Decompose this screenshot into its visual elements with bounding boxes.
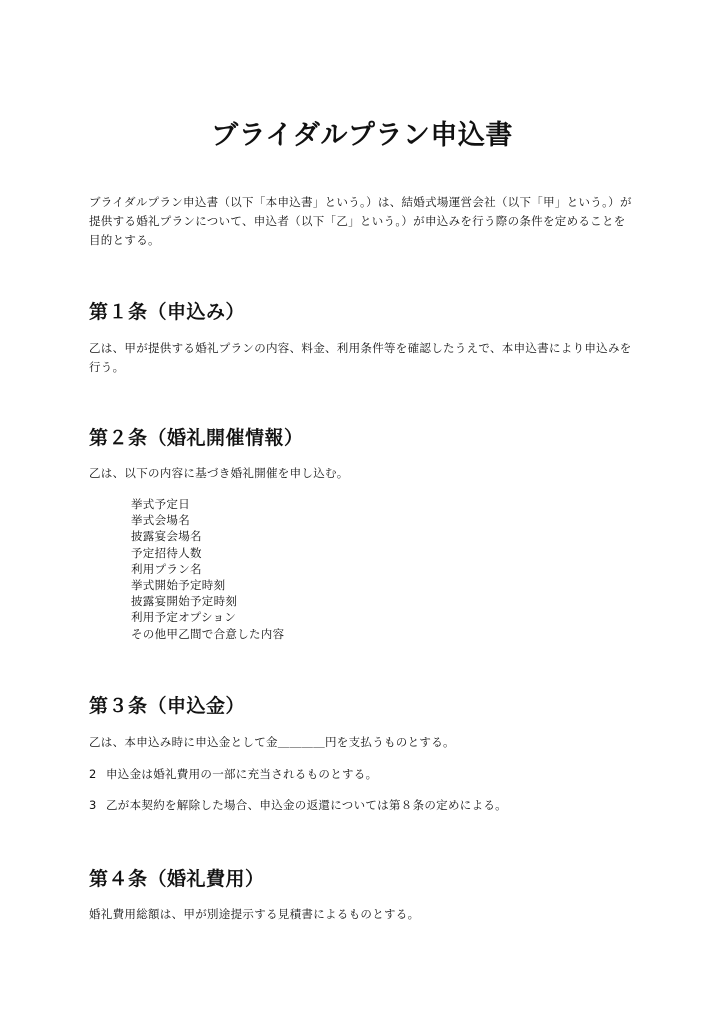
list-item: 挙式開始予定時刻 bbox=[131, 578, 226, 593]
article-4-heading: 第４条（婚礼費用） bbox=[89, 868, 265, 890]
list-item: 予定招待人数 bbox=[131, 545, 202, 560]
list-item: 利用予定オプション bbox=[131, 610, 237, 625]
clause-text: 申込金は婚礼費用の一部に充当されるものとする。 bbox=[106, 767, 378, 781]
article-2-paragraph: 乙は、以下の内容に基づき婚礼開催を申し込む。 bbox=[89, 466, 349, 480]
clause-text: 乙が本契約を解除した場合、申込金の返還については第８条の定めによる。 bbox=[106, 798, 507, 812]
list-item: 挙式会場名 bbox=[131, 513, 190, 528]
article-3-clause-3 bbox=[89, 796, 637, 815]
event-info-list bbox=[131, 496, 284, 642]
list-item: 挙式予定日 bbox=[131, 497, 190, 511]
article-2-heading: 第２条（婚礼開催情報） bbox=[89, 427, 304, 449]
document-title: ブライダルプラン申込書 bbox=[211, 120, 513, 151]
article-3-paragraph: 乙は、本申込み時に申込金として金＿＿＿＿円を支払うものとする。 bbox=[89, 735, 455, 749]
article-4-paragraph: 婚礼費用総額は、甲が別途提示する見積書によるものとする。 bbox=[89, 907, 420, 921]
list-item: 披露宴会場名 bbox=[131, 529, 202, 544]
article-3-heading: 第３条（申込金） bbox=[89, 695, 246, 717]
list-item: 披露宴開始予定時刻 bbox=[131, 594, 238, 609]
article-1-heading: 第１条（申込み） bbox=[89, 301, 246, 323]
intro-paragraph: ブライダルプラン申込書（以下「本申込書」という。）は、結婚式場運営会社（以下「甲」という。）が提供する婚礼プランについて、申込者（以下「乙」という。）が申込みを行う際の条件を定めることを目的とする。 bbox=[89, 195, 632, 247]
article-3-clause-2 bbox=[89, 765, 637, 784]
clause-number: 2 bbox=[89, 767, 97, 781]
list-item: その他甲乙間で合意した内容 bbox=[131, 626, 285, 641]
list-item: 利用プラン名 bbox=[131, 561, 202, 576]
clause-number: 3 bbox=[89, 798, 97, 812]
article-1-paragraph: 乙は、甲が提供する婚礼プランの内容、料金、利用条件等を確認したうえで、本申込書により申込みを行う。 bbox=[89, 341, 632, 374]
